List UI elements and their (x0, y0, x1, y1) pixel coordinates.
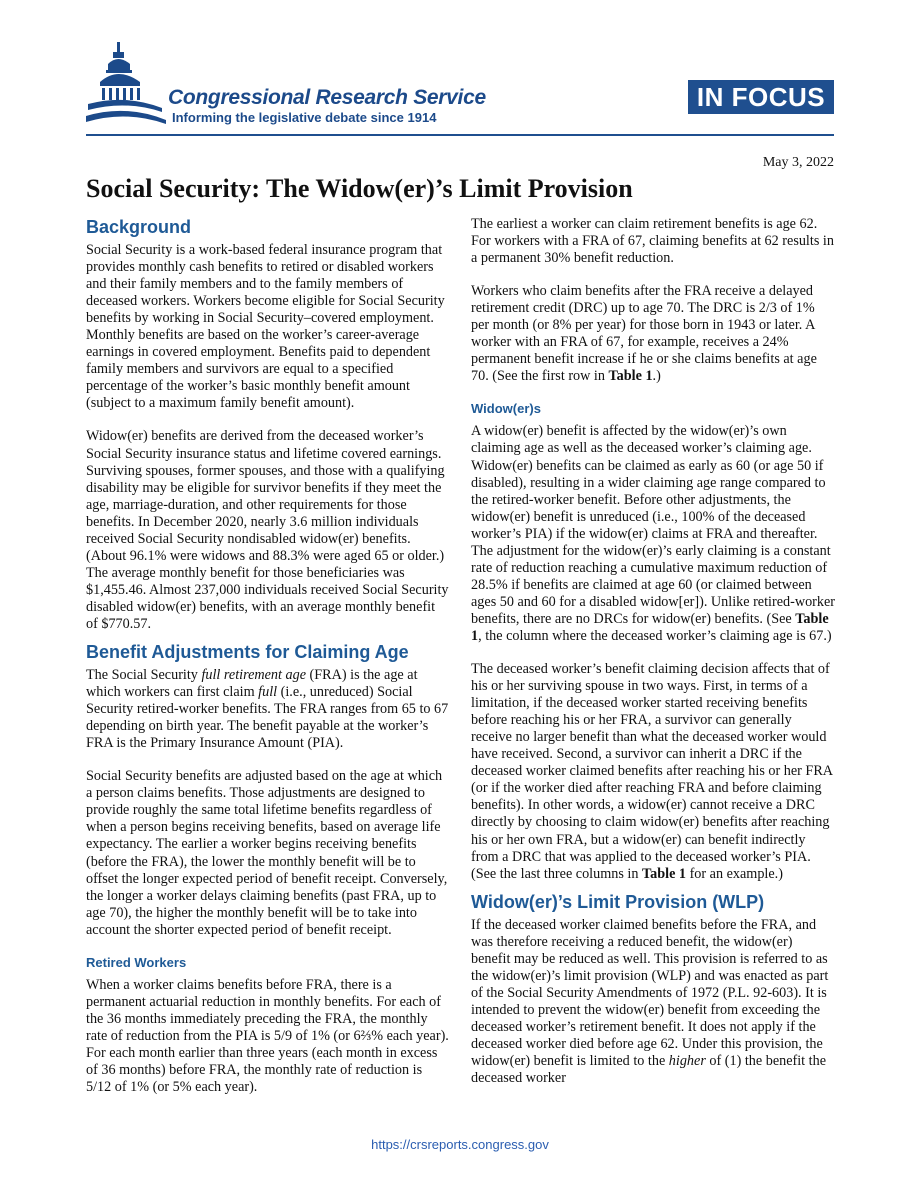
left-column (86, 216, 450, 1112)
org-tagline: Informing the legislative debate since 1914 (172, 110, 437, 125)
page-title: Social Security: The Widow(er)’s Limit Provision (86, 174, 633, 203)
publication-date: May 3, 2022 (762, 155, 834, 170)
paragraph-earliest-claim: The earliest a worker can claim retirement benefits is age 62. For workers with a FRA of 67, claiming benefits at 62 results in a permanent 30% benefit reduction. (471, 216, 834, 267)
heading-widowers: Widow(er)s (471, 401, 541, 417)
heading-background: Background (86, 217, 192, 237)
heading-wlp: Widow(er)’s Limit Provision (WLP) (471, 891, 765, 912)
paragraph-drc: Workers who claim benefits after the FRA receive a delayed retirement credit (DRC) up to age 70. The DRC is 2/3 of 1% per month (or 8% per year) for those born in 1943 or later. A worker with an FRA of 67, for example, receives a 24% permanent benefit increase if he or she claims benefits at age 70. (See the first row in Table 1.) (471, 283, 817, 385)
in-focus-badge: IN FOCUS (688, 80, 834, 114)
heading-benefit-adjustments: Benefit Adjustments for Claiming Age (86, 642, 409, 663)
paragraph-retired-workers: When a worker claims benefits before FRA, there is a permanent actuarial reduction in monthly benefits. For each of the 36 months immediately preceding the FRA, the monthly rate of reduction from the PIA is 5/9 of 1% (or 6⅔% each year). For each month earlier than three years (each month in excess of 36 months) before FRA, the monthly rate of reduction is 5/12 of 1% (or 5% each year). (86, 976, 449, 1096)
paragraph-background-1: Social Security is a work-based federal insurance program that provides monthly cash benefits to retired or disabled workers and their family members and to the family members of deceased workers. Workers become eligible for Social Security benefits by working in Social Security–covered employment. Monthly benefits are based on the worker’s career-average earnings in covered employment. Benefits paid to dependent family members and survivors are equal to a specified percentage of the worker’s basic monthly benefit amount (subject to a maximum family benefit amount). (86, 242, 445, 412)
paragraph-fra: The Social Security full retirement age (FRA) is the age at which workers can first claim full (i.e., unreduced) Social Security retired-worker benefits. The FRA ranges from 65 to 67 depending on birth year. The benefit payable at the worker’s FRA is the Primary Insurance Amount (PIA). (86, 667, 449, 752)
org-name: Congressional Research Service (168, 86, 486, 109)
right-column (471, 216, 835, 1103)
paragraph-claiming-decision: The deceased worker’s benefit claiming decision affects that of his or her surviving spouse in two ways. First, in terms of a limitation, if the deceased worker started receiving benefits before reaching his or her FRA, a survivor can generally receive no larger benefit than what the deceased worker would have received. Second, a survivor can inherit a DRC if the deceased worker claimed benefits after reaching his or her FRA (or if the worker died after reaching FRA and before claiming benefits). In other words, a widow(er) cannot receive a DRC directly by choosing to claim widow(er) benefits after reaching his or her own FRA, but a widow(er) can benefit indirectly from a DRC that was applied to the deceased worker’s PIA. (See the last three columns in Table 1 for an example.) (471, 661, 833, 882)
paragraph-widower-benefit: A widow(er) benefit is affected by the widow(er)’s own claiming age as well as the deceased worker’s claiming age. Widow(er) benefits can be claimed as early as 60 (or age 50 if disabled), resulting in a wider claiming age range compared to the retired-worker benefit. Before other adjustments, the widow(er) benefit is unreduced (i.e., 100% of the deceased worker’s PIA) if the widow(er) claims at FRA and thereafter. The adjustment for the widow(er)’s early claiming is a constant rate of reduction reaching a cumulative maximum reduction of 28.5% if benefits are claimed at age 60 (or claimed between ages 50 and 60 for a disabled widow[er]). Unlike retired-worker benefits, there are no DRCs for widow(er) benefits. (See Table 1, the column where the deceased worker’s claiming age is 67.) (471, 423, 836, 644)
capitol-dome-logo (86, 42, 168, 130)
paragraph-wlp: If the deceased worker claimed benefits before the FRA, and was therefore receiving a reduced benefit, the widow(er) benefit may be reduced as well. This provision is referred to as the widow(er)’s limit provision (WLP) and was enacted as part of the Social Security Amendments of 1972 (P.L. 92-603). It is intended to prevent the widow(er) benefit from exceeding the deceased worker’s retirement benefit. It does not apply if the deceased worker died before age 62. Under this provision, the widow(er) benefit is limited to the higher of (1) the benefit the deceased worker (471, 916, 829, 1087)
paragraph-background-2: Widow(er) benefits are derived from the deceased worker’s Social Security insurance status and lifetime covered earnings. Surviving spouses, former spouses, and those with a qualifying disability may be eligible for survivor benefits if they meet the age, marriage-duration, and other requirements for those benefits. In December 2020, nearly 3.6 million individuals received Social Security nondisabled widow(er) benefits. (About 96.1% were widows and 88.3% were aged 65 or older.) The average monthly benefit for those beneficiaries was $1,455.46. Almost 237,000 individuals received Social Security disabled widow(er) benefits, with an average monthly benefit of $770.57. (86, 428, 449, 632)
page-header (0, 0, 920, 140)
paragraph-adjustments: Social Security benefits are adjusted based on the age at which a person claims benefits. Those adjustments are designed to provide roughly the same total lifetime benefits regardless of when a person begins receiving benefits, based on average life expectancy. The earlier a worker begins receiving benefits (before the FRA), the lower the monthly benefit will be to offset the longer expected period of benefit receipt. Conversely, the longer a worker delays claiming benefits (past FRA, up to age 70), the higher the monthly benefit will be to take into account the shorter expected period of benefit receipt. (86, 768, 448, 938)
footer-url[interactable]: https://crsreports.congress.gov (371, 1137, 549, 1152)
heading-retired-workers: Retired Workers (86, 954, 187, 970)
header-rule (86, 134, 834, 136)
